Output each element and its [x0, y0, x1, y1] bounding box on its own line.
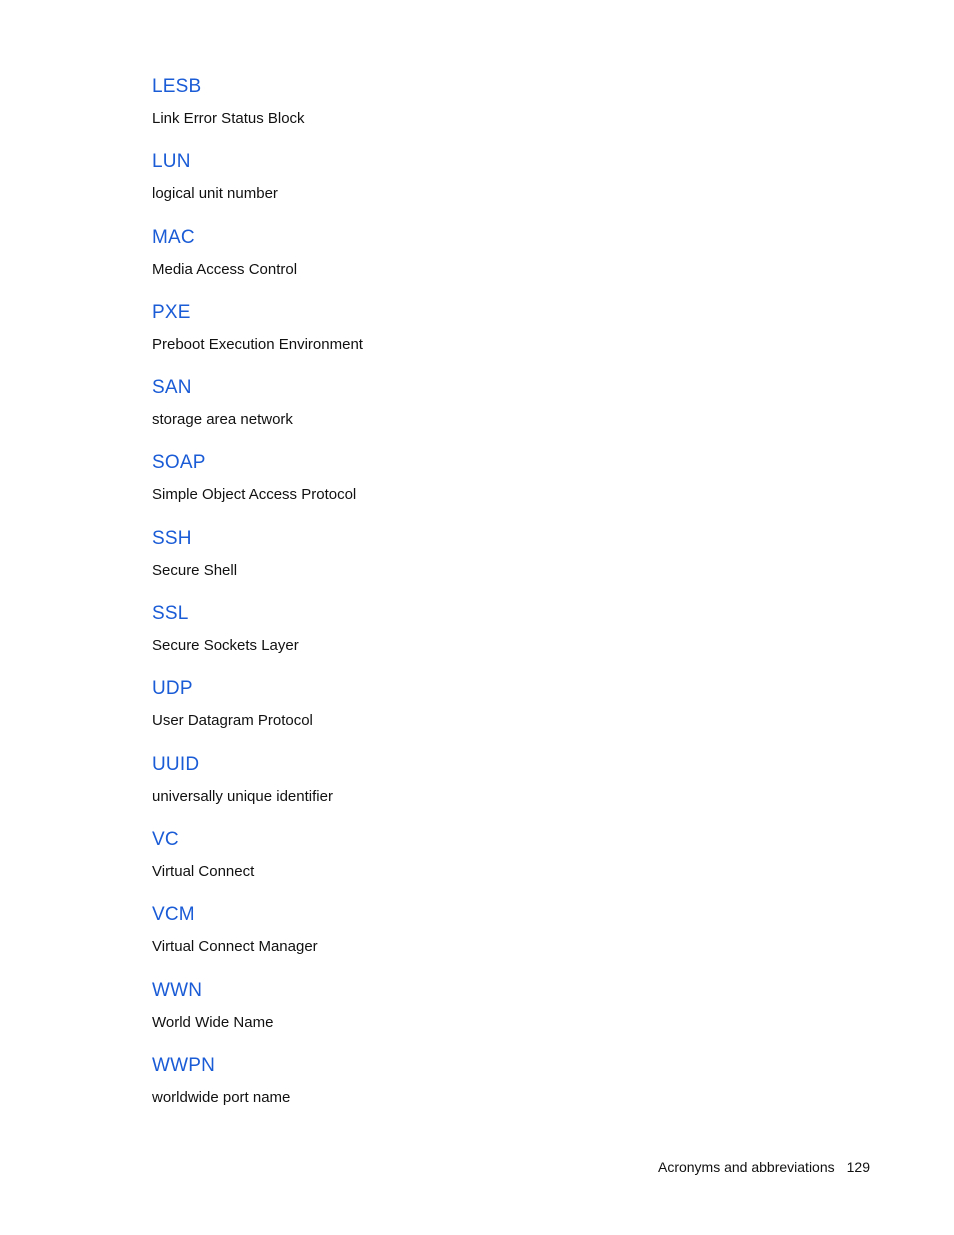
glossary-definition: Secure Sockets Layer — [152, 637, 299, 655]
glossary-definition: Virtual Connect — [152, 862, 255, 880]
glossary-term[interactable]: UUID — [152, 753, 200, 775]
glossary-entry-lesb — [152, 74, 792, 149]
glossary-term[interactable]: MAC — [152, 226, 195, 248]
glossary-term[interactable]: VCM — [152, 904, 195, 926]
glossary-definition: Preboot Execution Environment — [152, 335, 363, 353]
glossary-definition: Secure Shell — [152, 561, 238, 579]
glossary-term[interactable]: SOAP — [152, 452, 206, 474]
glossary-definition: World Wide Name — [152, 1013, 274, 1031]
glossary-term[interactable]: UDP — [152, 678, 193, 700]
glossary-list — [152, 74, 792, 1128]
glossary-entry-vc — [152, 827, 792, 902]
glossary-entry-ssl — [152, 601, 792, 676]
glossary-term[interactable]: SSL — [152, 603, 189, 625]
glossary-entry-san — [152, 375, 792, 450]
page-footer — [658, 1157, 870, 1177]
glossary-term[interactable]: SAN — [152, 377, 192, 399]
glossary-entry-wwn — [152, 978, 792, 1053]
glossary-definition: logical unit number — [152, 185, 278, 203]
glossary-entry-wwpn — [152, 1053, 792, 1128]
glossary-definition: User Datagram Protocol — [152, 712, 313, 730]
glossary-term[interactable]: WWPN — [152, 1054, 216, 1076]
glossary-term[interactable]: LESB — [152, 76, 202, 97]
glossary-term[interactable]: PXE — [152, 301, 191, 323]
glossary-entry-pxe — [152, 300, 792, 375]
glossary-definition: universally unique identifier — [152, 787, 333, 805]
glossary-term[interactable]: SSH — [152, 527, 192, 549]
glossary-entry-lun — [152, 149, 792, 224]
glossary-entry-ssh — [152, 526, 792, 601]
glossary-definition: Link Error Status Block — [152, 110, 305, 127]
glossary-term[interactable]: VC — [152, 828, 179, 850]
glossary-definition: worldwide port name — [152, 1088, 291, 1106]
page-number: 129 — [846, 1159, 870, 1175]
glossary-entry-mac — [152, 225, 792, 300]
glossary-entry-uuid — [152, 752, 792, 827]
glossary-entry-vcm — [152, 902, 792, 977]
glossary-term[interactable]: WWN — [152, 979, 203, 1001]
glossary-entry-udp — [152, 676, 792, 751]
glossary-entry-soap — [152, 450, 792, 525]
glossary-definition: Simple Object Access Protocol — [152, 486, 357, 504]
glossary-definition: Virtual Connect Manager — [152, 938, 318, 956]
glossary-term[interactable]: LUN — [152, 151, 191, 173]
footer-section-title: Acronyms and abbreviations — [657, 1159, 835, 1175]
glossary-definition: storage area network — [152, 411, 293, 429]
glossary-definition: Media Access Control — [152, 260, 298, 278]
